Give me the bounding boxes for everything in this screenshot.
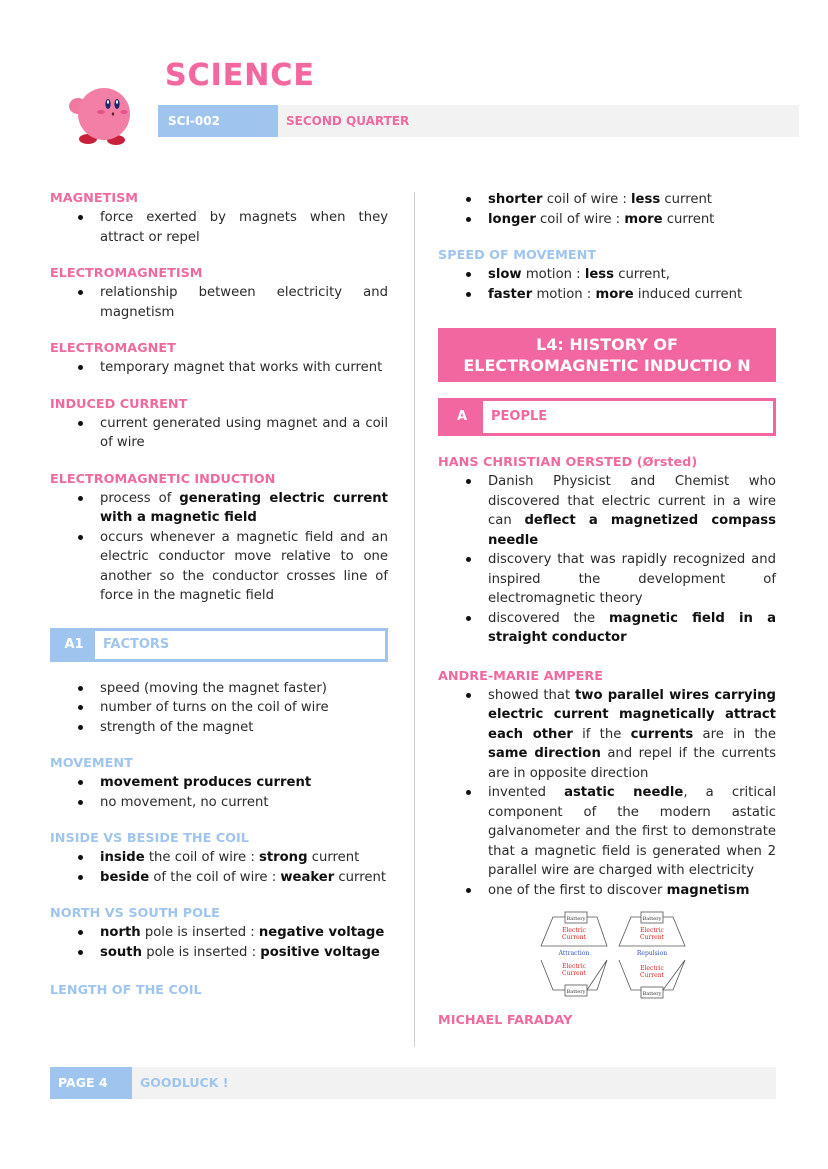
list-magnetism [50, 208, 388, 247]
svg-text:Current: Current [561, 970, 587, 977]
section-tag: A1 [53, 631, 95, 659]
list-item: invented astatic needle, a critical component of the modern astatic galvanometer and the first to demonstrate that a magnetic field is generated when 2 parallel wire are charged with electricity [488, 783, 776, 881]
list-item: south pole is inserted : positive voltage [100, 943, 388, 963]
header-bar [158, 105, 799, 137]
parallel-wires-diagram [535, 910, 695, 1002]
section-box-people [438, 398, 776, 436]
list-item: discovered the magnetic field in a straight conductor [488, 609, 776, 648]
heading-electromagnet: ELECTROMAGNET [50, 341, 176, 356]
svg-text:Battery: Battery [642, 916, 662, 922]
list-item: occurs whenever a magnetic field and an electric conductor move relative to one another so the conductor crosses line of force in the magnetic field [100, 528, 388, 606]
heading-em-induction: ELECTROMAGNETIC INDUCTION [50, 471, 276, 487]
page-number: PAGE 4 [50, 1067, 132, 1099]
svg-text:Current: Current [639, 934, 665, 941]
list-item: showed that two parallel wires carrying electric current magnetically attract each other if the currents are in the same direction and repel if the currents are in opposite direction [488, 686, 776, 784]
list-electromagnet [50, 358, 388, 378]
section-label: FACTORS [103, 636, 170, 652]
list-item: movement produces current [100, 773, 388, 793]
svg-text:Electric: Electric [562, 927, 586, 934]
footer-bar [50, 1067, 776, 1099]
heading-inside-beside: INSIDE VS BESIDE THE COIL [50, 831, 249, 846]
right-column [438, 190, 776, 1030]
list-item: faster motion : more induced current [488, 285, 776, 305]
svg-text:Current: Current [561, 934, 587, 941]
svg-text:Current: Current [639, 972, 665, 979]
list-electromagnetism [50, 283, 388, 322]
lesson-title-banner: L4: HISTORY OF ELECTROMAGNETIC INDUCTIO N [438, 328, 776, 382]
section-box-factors [50, 628, 388, 662]
section-label: PEOPLE [491, 409, 548, 424]
list-em-induction [50, 489, 388, 606]
heading-speed: SPEED OF MOVEMENT [438, 248, 597, 263]
list-item: temporary magnet that works with current [100, 358, 388, 378]
svg-text:Repulsion: Repulsion [636, 950, 668, 957]
column-divider [414, 192, 415, 1047]
heading-induced-current: INDUCED CURRENT [50, 396, 188, 412]
list-item: north pole is inserted : negative voltage [100, 923, 388, 943]
svg-text:Electric: Electric [562, 963, 586, 970]
quarter-label: SECOND QUARTER [286, 114, 410, 128]
heading-north-south: NORTH VS SOUTH POLE [50, 906, 220, 921]
list-item: beside of the coil of wire : weaker current [100, 868, 388, 888]
list-item: force exerted by magnets when they attract or repel [100, 208, 388, 247]
list-item: discovery that was rapidly recognized and inspired the development of electromagnetic theory [488, 550, 776, 609]
heading-oersted: HANS CHRISTIAN OERSTED (Ørsted) [438, 455, 698, 470]
list-oersted [438, 472, 776, 648]
list-movement [50, 773, 388, 812]
list-item: no movement, no current [100, 793, 388, 813]
left-column [50, 190, 388, 1000]
svg-text:Battery: Battery [642, 991, 662, 997]
list-induced-current [50, 414, 388, 453]
svg-text:Electric: Electric [640, 927, 664, 934]
list-item: relationship between electricity and magnetism [100, 283, 388, 322]
list-item: current generated using magnet and a coil of wire [100, 414, 388, 453]
list-factors [50, 679, 388, 738]
footer-message: GOODLUCK ! [140, 1075, 229, 1090]
list-speed [438, 265, 776, 304]
list-item: speed (moving the magnet faster) [100, 679, 388, 699]
list-item: Danish Physicist and Chemist who discovered that electric current in a wire can deflect a magnetized compass needle [488, 472, 776, 550]
list-item: process of generating electric current with a magnetic field [100, 489, 388, 528]
list-item: inside the coil of wire : strong current [100, 848, 388, 868]
svg-text:Electric: Electric [640, 965, 664, 972]
list-item: one of the first to discover magnetism [488, 881, 776, 901]
svg-text:Attraction: Attraction [558, 950, 590, 957]
heading-magnetism: MAGNETISM [50, 191, 139, 206]
heading-length-coil: LENGTH OF THE COIL [50, 983, 202, 998]
list-ampere [438, 686, 776, 901]
list-inside-beside [50, 848, 388, 887]
list-item: slow motion : less current, [488, 265, 776, 285]
kirby-mascot-icon [68, 84, 136, 146]
list-item: shorter coil of wire : less current [488, 190, 776, 210]
list-length-coil [438, 190, 776, 229]
course-code: SCI-002 [158, 105, 278, 137]
list-item: number of turns on the coil of wire [100, 698, 388, 718]
section-tag: A [441, 401, 483, 433]
list-item: longer coil of wire : more current [488, 210, 776, 230]
svg-text:Battery: Battery [566, 989, 586, 995]
heading-faraday: MICHAEL FARADAY [438, 1013, 573, 1028]
page-title: SCIENCE [165, 58, 315, 93]
svg-text:Battery: Battery [566, 916, 586, 922]
heading-movement: MOVEMENT [50, 756, 133, 771]
heading-ampere: ANDRE-MARIE AMPERE [438, 668, 603, 684]
list-item: strength of the magnet [100, 718, 388, 738]
heading-electromagnetism: ELECTROMAGNETISM [50, 266, 203, 281]
list-north-south [50, 923, 388, 962]
